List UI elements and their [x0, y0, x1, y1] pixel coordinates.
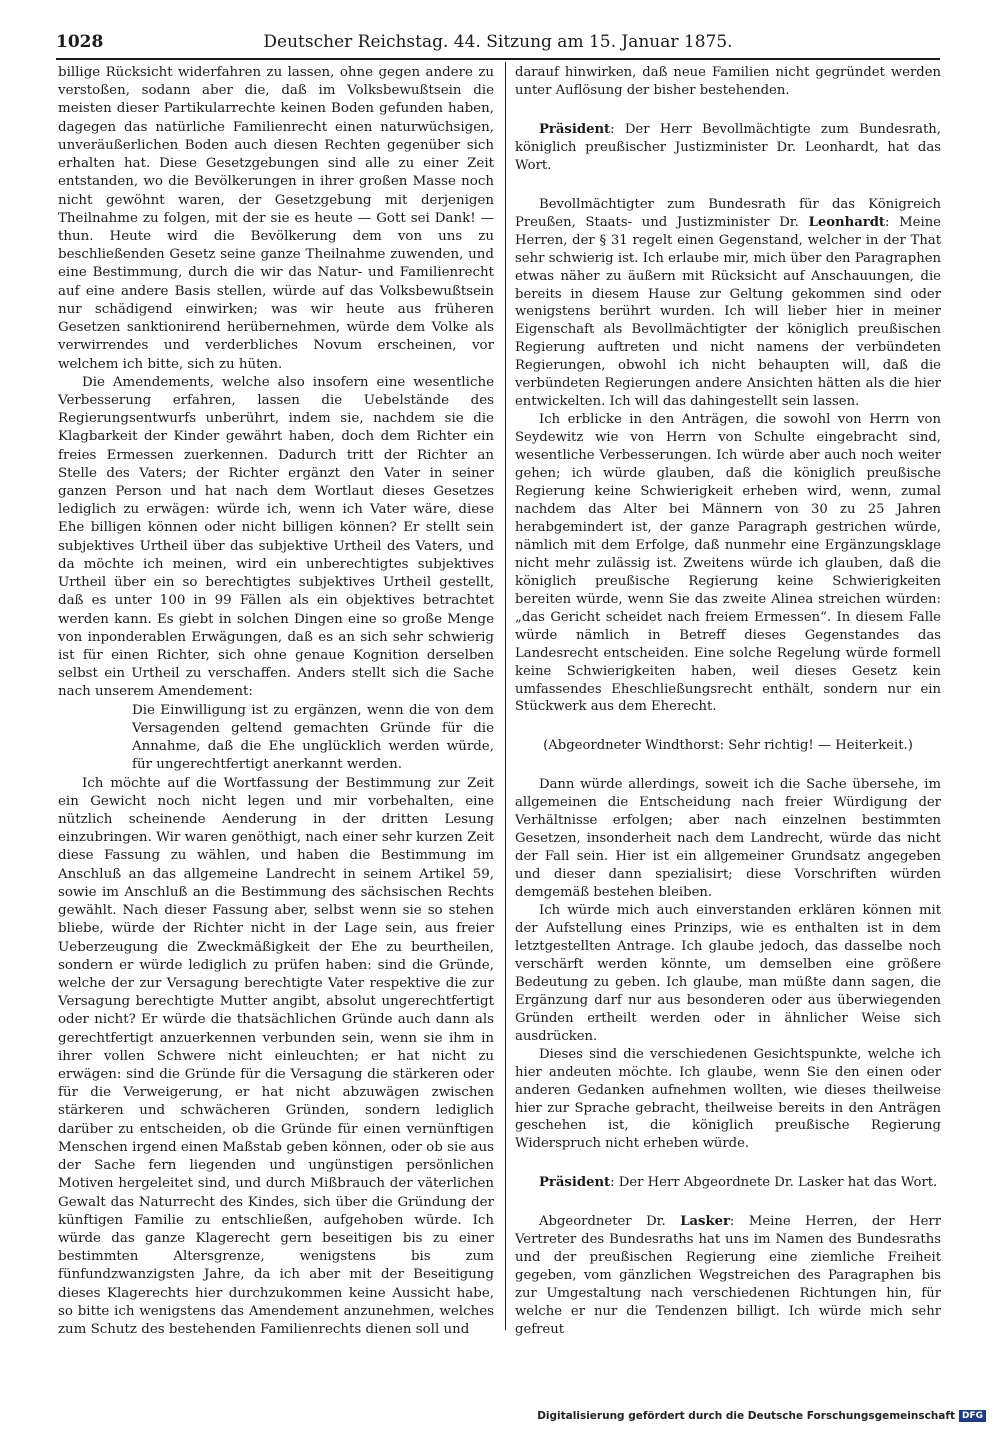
paragraph: Ich würde mich auch einverstanden erklären können mit der Aufstellung eines Prinzips, wie es enthalten ist in dem letztgestellten Antrage. Ich glaube jedoch, das dasselbe noch verschärft werden könnte, um demselben eine größere Bedeutung zu geben. Ich glaube, man müßte dann sagen, die Ergänzung darf nur aus besonderen oder aus überwiegenden Gründen ertheilt werden oder in ähnlicher Weise sich ausdrücken.: [515, 903, 941, 1044]
paragraph: Die Amendements, welche also insofern eine wesentliche Verbesserung erfahren, lassen die Uebelstände des Regierungsentwurfs unberührt, indem sie, nachdem sie die Klagbarkeit der Kinder gewährt haben, doch dem Richter ein freies Ermessen zuerkennen. Dadurch tritt der Richter an Stelle des Vaters; der Richter ergänzt den Vater in seiner ganzen Person und hat nach dem Wortlaut dieses Gesetzes lediglich zu erwägen: würde ich, wenn ich Vater wäre, diese Ehe billigen können oder nicht billigen können? Er stellt sein subjektives Urtheil über das subjektive Urtheil des Vaters, und da möchte ich meinen, wird ein unberechtigtes subjektives Urtheil über ein so berechtigtes subjektives Urtheil gestellt, daß es unter 100 in 99 Fällen als ein objektives betrachtet werden kann. Es giebt in solchen Dingen eine so große Menge von inponderablen Erwägungen, daß es an sich sehr schwierig ist für einen Richter, sich ohne genaue Kognition derselben selbst ein Urtheil zu verschaffen. Anders stellt sich die Sache nach unserem Amendement:: [58, 374, 494, 700]
column-divider: [505, 62, 506, 1330]
paragraph: Ich erblicke in den Anträgen, die sowohl von Herrn von Seydewitz wie von Herrn von Schulte eingebracht sind, wesentliche Verbesserungen. Ich würde aber auch noch weiter gehen; ich würde glauben, daß die königlich preußische Regierung keine Schwierigkeit erheben wird, wenn, zumal nachdem das Alter bei Männern von 30 zu 25 Jahren herabgemindert ist, der ganze Paragraph gestrichen würde, nämlich mit dem Erfolge, daß nunmehr eine Ergänzungsklage nicht mehr zulässig ist. Zweitens würde ich glauben, daß die königlich preußische Regierung keine Schwierigkeiten bereiten würde, wenn Sie das zweite Alinea streichen würden: „das Gericht scheidet nach freiem Ermessen“. In diesem Falle würde nämlich in Betreff dieses Gegenstandes das Landesrecht entscheiden. Eine solche Regelung würde formell keine Schwierigkeiten haben, weil dieses Gesetz kein umfassendes Eheschließungsrecht enthält, sondern nur ein Stückwerk aus dem Eherecht.: [515, 412, 941, 715]
speaker-paragraph: [515, 1174, 941, 1192]
speaker-paragraph: [515, 196, 941, 411]
speaker-name: Lasker: [680, 1214, 730, 1230]
speaker-intro: Abgeordneter Dr.: [539, 1214, 681, 1230]
speaker-paragraph: [515, 1213, 941, 1339]
footer-text: Digitalisierung gefördert durch die Deutsche Forschungsgemeinschaft: [537, 1410, 955, 1422]
speaker-paragraph: [515, 121, 941, 175]
speech-text: : Der Herr Bevollmächtigte zum Bundesrath, königlich preußischer Justizminister Dr. Leonhardt, hat das Wort.: [515, 121, 941, 173]
speech-text: : Der Herr Abgeordnete Dr. Lasker hat das Wort.: [610, 1175, 938, 1191]
amendment-quote: Die Einwilligung ist zu ergänzen, wenn die von dem Versagenden geltend gemachten Gründe für die Annahme, daß die Ehe unglücklich werden würde, für ungerechtfertigt anerkannt werden.: [132, 702, 494, 773]
speech-text: : Meine Herren, der Herr Vertreter des Bundesraths hat uns im Namen des Bundesraths und der preußischen Regierung eine ziemliche Freiheit gegeben, vom gänzlichen Wegstreichen des Paragraphen bis zur Umgestaltung nach verschiedenen Richtungen hin, für welche er nur die Tendenzen billigt. Ich würde mich sehr gefreut: [515, 1214, 941, 1338]
paragraph: Dieses sind die verschiedenen Gesichtspunkte, welche ich hier andeuten möchte. Ich glaube, wenn Sie den einen oder anderen Gedanken aufnehmen wollten, wie dieses theilweise hier zur Sprache gebracht, theilweise bereits in den Anträgen geschehen ist, die königlich preußische Regierung Widerspruch nicht erheben würde.: [515, 1046, 941, 1152]
page-header: [56, 30, 940, 54]
speaker-name: Präsident: [539, 121, 611, 137]
speaker-intro: Bevollmächtigter zum Bundesrath für das Königreich Preußen, Staats- und Justizminister Dr.: [515, 196, 941, 230]
speech-text: : Meine Herren, der § 31 regelt einen Gegenstand, welcher in der That sehr schwierig ist. Ich erlaube mir, mich über den Paragraphen etwas näher zu äußern mit Rücksicht auf Anschauungen, die bereits in diesem Hause zur Geltung gekommen sind oder wenigstens berührt wurden. Ich will lieber hier in meiner Eigenschaft als Bevollmächtigter der königlich preußischen Regierung auftreten und nicht namens der verbündeten Regierungen, obwohl ich nicht behaupten will, daß die verbündeten Regierungen andere Ansichten hätten als die hier entwickelten. Ich will das dahingestellt sein lassen.: [515, 214, 941, 410]
footer-credit: [537, 1410, 986, 1422]
left-column: [58, 64, 494, 1339]
right-column: [515, 64, 941, 1339]
interjection: (Abgeordneter Windthorst: Sehr richtig! — Heiterkeit.): [543, 738, 913, 754]
speaker-name: Präsident: [539, 1175, 611, 1191]
page-title: Deutscher Reichstag. 44. Sitzung am 15. Januar 1875.: [263, 32, 733, 52]
paragraph: Ich möchte auf die Wortfassung der Bestimmung zur Zeit ein Gewicht noch nicht legen und mir vorbehalten, eine nützlich scheinende Aenderung in der dritten Lesung einzubringen. Wir waren genöthigt, nach einer sehr kurzen Zeit diese Fassung zu wählen, und haben die Bestimmung im Anschluß an das allgemeine Landrecht in seinem Artikel 59, sowie im Anschluß an die Bestimmung des sächsischen Rechts gewählt. Nach dieser Fassung aber, selbst wenn sie so stehen bliebe, würde der Richter nicht in der Lage sein, aus freier Ueberzeugung die Zweckmäßigkeit der Ehe zu beurtheilen, sondern er würde lediglich zu prüfen haben: sind die Gründe, welche der zur Versagung berechtigte Vater respektive die zur Versagung berechtigte Mutter angibt, absolut ungerechtfertigt oder nicht? Er würde die thatsächlichen Gründe auch dann als gerechtfertigt anzuerkennen verbunden sein, wenn sie ihm in ihrer vollen Schwere nicht einleuchten; er hat nicht zu erwägen: sind die Gründe für die Versagung die stärkeren oder für die Verweigerung, er hat nicht abzuwägen zwischen stärkeren und schwächeren Gründen, sondern lediglich darüber zu entscheiden, ob die Gründe für einen vernünftigen Menschen irgend einen Maßstab geben können, oder ob sie aus der Sache fern liegenden und ungünstigen persönlichen Motiven hergeleitet sind, und durch Mißbrauch der väterlichen Gewalt das Naturrecht des Kindes, sich über die Gründung der künftigen Familie zu entschließen, aufgehoben würde. Ich würde das ganze Klagerecht gern beseitigen bis zu einer bestimmten Altersgrenze, wenigstens bis zum fünfundzwanzigsten Jahre, da ich aber mit der Beseitigung dieses Klagerechts hier durchzukommen keine Aussicht habe, so bitte ich wenigstens das Amendement anzunehmen, welches zum Schutz des bestehenden Familienrechts dienen soll und: [58, 775, 494, 1338]
page-number: 1028: [56, 32, 104, 52]
paragraph: darauf hinwirken, daß neue Familien nicht gegründet werden unter Auflösung der bisher bestehenden.: [515, 65, 941, 98]
header-rule: [56, 58, 940, 60]
paragraph: Dann würde allerdings, soweit ich die Sache übersehe, im allgemeinen die Entscheidung nach freier Würdigung der Verhältnisse erfolgen; aber nach einzelnen bestimmten Gesetzen, insonderheit nach dem Landrecht, würde das nicht der Fall sein. Hier ist ein allgemeiner Grundsatz angegeben und dieser dann spezialisirt; diese Vorschriften würden demgemäß bestehen bleiben.: [515, 777, 941, 901]
speaker-name: Leonhardt: [808, 214, 886, 230]
dfg-logo: DFG: [959, 1410, 986, 1422]
paragraph: billige Rücksicht widerfahren zu lassen, ohne gegen andere zu verstoßen, sodann aber die, daß im Volksbewußtsein die meisten dieser Partikularrechte keinen Boden gefunden haben, dagegen das natürliche Familienrecht einen naturwüchsigen, unveräußerlichen Boden auch diesen Rechten gegenüber sich erhalten hat. Diese Gesetzgebungen sind alle zu einer Zeit entstanden, wo die Bevölkerungen in ihrer großen Masse noch nicht gewöhnt waren, der Gesetzgebung mit derjenigen Theilnahme zu folgen, mit der sie es heute — Gott sei Dank! — thun. Heute wird die Bevölkerung dem von uns zu beschließenden Gesetz seine ganze Theilnahme zuwenden, und eine Bestimmung, durch die wir das Natur- und Familienrecht auf eine andere Basis stellen, würde auf das Volksbewußtsein nur schädigend einwirken; was wir heute aus früheren Gesetzen sanktionirend herübernehmen, würde dem Volke als verwirrendes und verderbliches Novum erscheinen, vor welchem ich bitte, sich zu hüten.: [58, 65, 494, 372]
